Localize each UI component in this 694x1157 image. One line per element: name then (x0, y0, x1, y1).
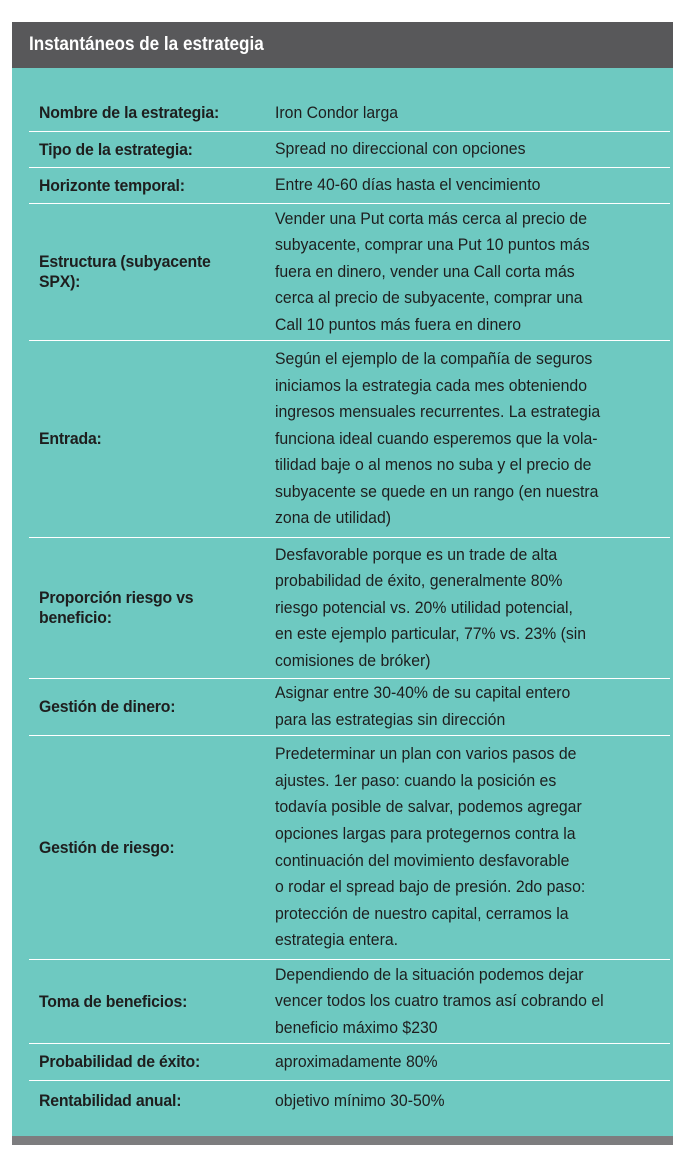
row-label: Tipo de la estrategia: (39, 139, 193, 159)
row-label: Gestión de riesgo: (39, 837, 175, 857)
row-value: Dependiendo de la situación podemos dejar vencer todos los cuatro tramos así cobrando el beneficio máximo $230 (275, 964, 604, 1037)
row-value: Spread no direccional con opciones (275, 139, 526, 159)
row-label: Horizonte temporal: (39, 175, 185, 195)
row-value: aproximadamente 80% (275, 1051, 438, 1071)
row-label: Proporción riesgo vs beneficio: (39, 588, 194, 627)
row-label: Gestión de dinero: (39, 697, 176, 716)
row-value: Iron Condor larga (275, 102, 399, 122)
table-row (29, 132, 670, 168)
row-value: Predeterminar un plan con varios pasos de ajustes. 1er paso: cuando la posición es todavía posible de salvar, podemos agregar opciones largas para protegernos contra la continuación del movimiento desfavorable o rodar el spread bajo de presión. 2do paso: protección de nuestro capital, cerramos la estrategia entera. (275, 744, 586, 950)
table-row (29, 679, 670, 736)
table-row (29, 204, 670, 341)
table-row (29, 960, 670, 1044)
table-row (29, 1081, 670, 1121)
panel-title: Instantáneos de la estrategia (29, 34, 264, 55)
panel-header (12, 22, 673, 68)
row-value: Asignar entre 30-40% de su capital entero para las estrategias sin dirección (275, 683, 571, 729)
row-value: Desfavorable porque es un trade de alta probabilidad de éxito, generalmente 80% riesgo potencial vs. 20% utilidad potencial, en este ejemplo particular, 77% vs. 23% (sin comisiones de bróker) (275, 544, 587, 670)
table-row (29, 95, 670, 132)
table-row (29, 538, 670, 679)
strategy-table (29, 95, 670, 1121)
table-row (29, 341, 670, 538)
panel-bottom-bar (12, 1136, 673, 1145)
row-label: Rentabilidad anual: (39, 1091, 182, 1110)
row-label: Entrada: (39, 429, 102, 448)
row-label: Probabilidad de éxito: (39, 1052, 201, 1071)
table-row (29, 168, 670, 204)
row-label: Estructura (subyacente SPX): (39, 252, 211, 291)
row-value: objetivo mínimo 30-50% (275, 1090, 445, 1110)
table-row (29, 736, 670, 960)
table-row (29, 1044, 670, 1081)
strategy-snapshot-panel (12, 22, 673, 1145)
row-value: Vender una Put corta más cerca al precio de subyacente, comprar una Put 10 puntos más fuera en dinero, vender una Call corta más cerca al precio de subyacente, comprar una Call 10 puntos más fuera en dinero (275, 208, 590, 334)
row-value: Entre 40-60 días hasta el vencimiento (275, 175, 541, 195)
row-label: Toma de beneficios: (39, 991, 188, 1011)
row-value: Según el ejemplo de la compañía de seguros iniciamos la estrategia cada mes obteniendo ingresos mensuales recurrentes. La estrategia funciona ideal cuando esperemos que la vola- tilidad baje o al menos no suba y el precio de subyacente se quede en un rango (en nuestra zona de utilidad) (275, 348, 601, 528)
row-label: Nombre de la estrategia: (39, 103, 220, 122)
